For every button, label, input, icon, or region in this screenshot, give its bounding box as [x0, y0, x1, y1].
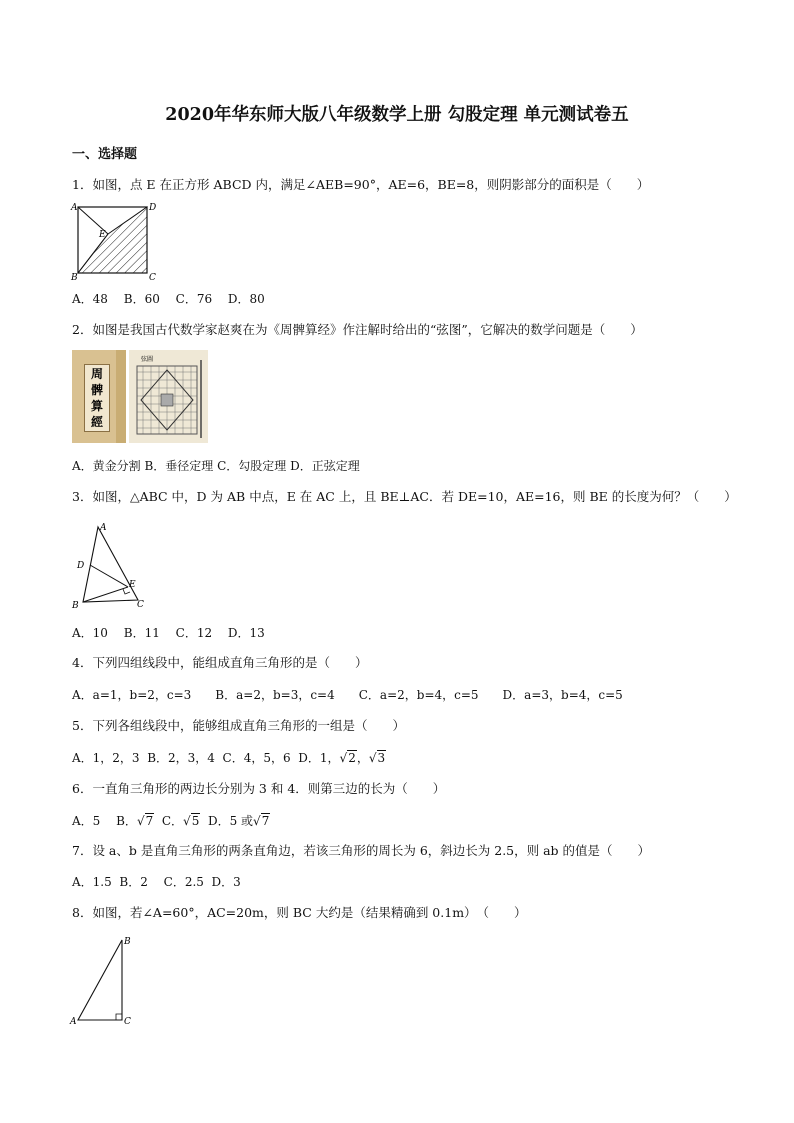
- section-heading: 一、选择题: [72, 147, 138, 162]
- q6-options: A．5 B．√7 C．√5 D．5 或√7: [72, 814, 270, 828]
- q2-xiantu-image: [129, 350, 208, 443]
- q3-label-c: C: [137, 600, 144, 610]
- q1-label-d: D: [149, 203, 157, 213]
- svg-text:經: 經: [90, 415, 104, 429]
- svg-text:算: 算: [90, 399, 104, 413]
- q5-stem: 5．下列各组线段中，能够组成直角三角形的一组是（ ）: [72, 718, 405, 733]
- q2-diagram-caption: 弦圖: [141, 356, 154, 363]
- q8-label-a: A: [70, 1017, 77, 1026]
- q7-options: A．1.5 B．2 C．2.5 D．3: [72, 875, 241, 889]
- svg-text:髀: 髀: [90, 383, 104, 397]
- q1-label-a: A: [71, 203, 78, 213]
- q7-stem: 7．设 a、b 是直角三角形的两条直角边，若该三角形的周长为 6，斜边长为 2.5，则 ab 的值是（ ）: [72, 843, 651, 858]
- q3-options: A．10 B．11 C．12 D．13: [72, 626, 265, 640]
- q5-sqrt-2: √2: [339, 751, 356, 765]
- q3-stem: 3．如图，△ABC 中，D 为 AB 中点，E 在 AC 上，且 BE⊥AC．若 DE=10，AE=16，则 BE 的长度为何？（ ）: [72, 489, 737, 504]
- q1-stem: 1．如图，点 E 在正方形 ABCD 内，满足∠AEB=90°，AE=6，BE=8，则阴影部分的面积是（ ）: [72, 177, 650, 192]
- q1-options: A．48 B．60 C．76 D．80: [72, 292, 265, 306]
- q6-sqrt-5: √5: [183, 814, 200, 828]
- q8-label-c: C: [124, 1017, 131, 1026]
- q4-stem: 4．下列四组线段中，能组成直角三角形的是（ ）: [72, 655, 368, 670]
- q6-sqrt-7: √7: [136, 814, 154, 828]
- q4-options: A．a=1，b=2，c=3 B．a=2，b=3，c=4 C．a=2，b=4，c=5 D．a=3，b=4，c=5: [72, 688, 623, 702]
- q8-stem: 8．如图，若∠A=60°，AC=20m，则 BC 大约是（结果精确到 0.1m） （ ）: [72, 905, 527, 920]
- q3-label-d: D: [77, 561, 85, 571]
- q6-stem: 6．一直角三角形的两边长分别为 3 和 4．则第三边的长为（ ）: [72, 781, 446, 796]
- q8-figure: [68, 932, 138, 1026]
- q5-options: A．1，2，3 B．2，3，4 C．4，5，6 D．1，√2，√3: [72, 751, 386, 765]
- q3-label-b: B: [72, 601, 79, 611]
- q1-figure: [70, 200, 160, 284]
- q3-label-a: A: [100, 523, 107, 533]
- q6-sqrt-7b: √7: [253, 814, 270, 828]
- q3-figure: [70, 520, 150, 612]
- q8-label-b: B: [124, 937, 131, 947]
- svg-text:周: 周: [90, 367, 104, 381]
- q3-label-e: E: [129, 580, 136, 590]
- q5-options-prefix: A．1，2，3 B．2，3，4 C．4，5，6 D．1，: [72, 751, 340, 765]
- q2-stem: 2．如图是我国古代数学家赵爽在为《周髀算经》作注解时给出的“弦图”，它解决的数学问题是（ ）: [72, 322, 643, 337]
- q2-options: A．黄金分割 B．垂径定理 C．勾股定理 D．正弦定理: [72, 459, 360, 473]
- q5-sqrt-3: √3: [368, 751, 386, 765]
- q1-label-c: C: [149, 273, 156, 283]
- q1-label-e: E: [99, 230, 106, 240]
- q1-label-b: B: [71, 273, 78, 283]
- q2-book-image: [72, 350, 126, 443]
- page-title: 2020年华东师大版八年级数学上册 勾股定理 单元测试卷五: [165, 105, 629, 125]
